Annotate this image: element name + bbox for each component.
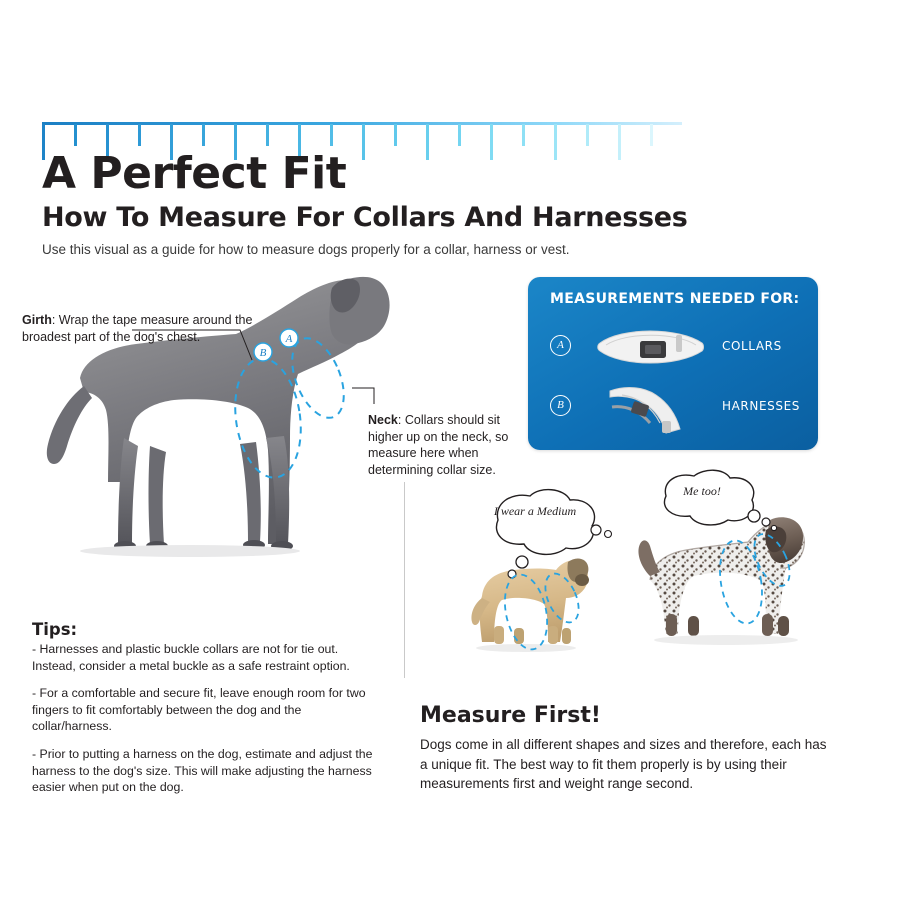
girth-term: Girth — [22, 313, 52, 327]
measurements-card-title: MEASUREMENTS NEEDED FOR: — [550, 291, 800, 307]
tip-item: - Prior to putting a harness on the dog, estimate and adjust the harness to the dog's size. This will make adjusting the harness easier when put on the dog. — [32, 746, 373, 795]
tips-heading: Tips: — [32, 620, 78, 639]
neck-term: Neck — [368, 413, 398, 427]
tip-item: - Harnesses and plastic buckle collars are not for tie out. Instead, consider a metal buckle as a safe restraint option. — [32, 642, 350, 673]
card-label-collars: COLLARS — [722, 339, 782, 353]
page-subtitle: How To Measure For Collars And Harnesses — [42, 202, 688, 233]
page-title: A Perfect Fit — [42, 148, 347, 199]
pointer-girth-loop — [714, 537, 768, 627]
svg-text:B: B — [259, 347, 267, 359]
tip-item: - For a comfortable and secure fit, leave enough room for two fingers to fit comfortably between the dog and the collar/harness. — [32, 686, 366, 734]
page-lede: Use this visual as a guide for how to measure dogs properly for a collar, harness or vest. — [42, 242, 570, 257]
card-label-harnesses: HARNESSES — [722, 399, 800, 413]
tips-list — [32, 641, 382, 807]
measure-first-heading: Measure First! — [420, 703, 601, 728]
pug-bubble-text: I wear a Medium — [493, 504, 577, 518]
neck-text: : Collars should sit higher up on the neck, so measure here when determining collar size. — [368, 413, 509, 477]
girth-text: : Wrap the tape measure around the broadest part of the dog's chest. — [22, 313, 253, 344]
pointer-bubble-text: Me too! — [683, 484, 721, 498]
badge-b: B — [550, 395, 571, 416]
svg-text:A: A — [285, 333, 293, 345]
badge-a: A — [550, 335, 571, 356]
measure-first-text: Dogs come in all different shapes and sizes and therefore, each has a unique fit. The best way to fit them properly is by using their measurements first and weight range second. — [420, 737, 827, 792]
